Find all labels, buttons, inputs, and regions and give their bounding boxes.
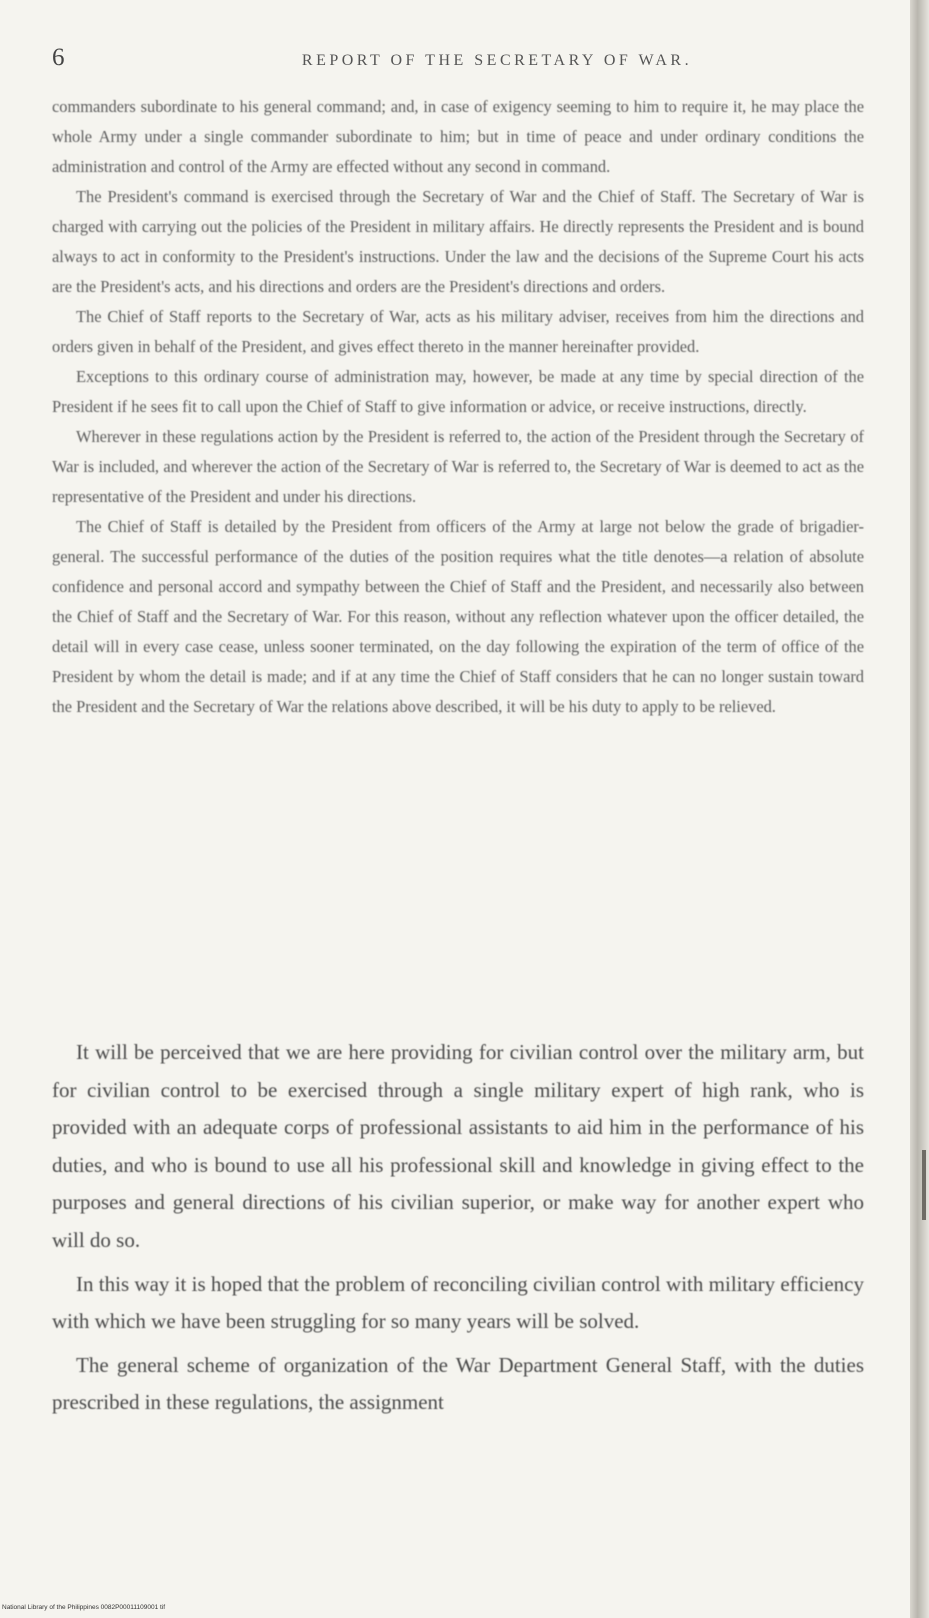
quoted-regulations xyxy=(52,92,864,722)
quoted-paragraph: The Chief of Staff reports to the Secretary of War, acts as his military adviser, receives from him the directions and orders given in behalf of the President, and gives effect thereto in the manner hereinafter provided. xyxy=(52,307,864,356)
page-header xyxy=(52,44,862,76)
running-title: REPORT OF THE SECRETARY OF WAR. xyxy=(301,52,693,69)
quoted-paragraph: commanders subordinate to his general command; and, in case of exigency seeming to him to require it, he may place the whole Army under a single commander subordinate to him; but in time of peace and under ordinary conditions the administration and control of the Army are effected without any second in command. xyxy=(52,97,864,176)
body-paragraph: It will be perceived that we are here providing for civilian control over the military arm, but for civilian control to be exercised through a single military expert of high rank, who is provided with an adequate corps of professional assistants to aid him in the performance of his duties, and who is bound to use all his professional skill and knowledge in giving effect to the purposes and general directions of his civilian superior, or make way for another expert who will do so. xyxy=(52,1040,864,1252)
quoted-paragraph: Wherever in these regulations action by the President is referred to, the action of the President through the Secretary of War is included, and wherever the action of the Secretary of War is referred to, the Secretary of War is deemed to act as the representative of the President and under his directions. xyxy=(52,427,864,506)
scan-footer: National Library of the Philippines 0082P00011109001 tif xyxy=(2,1604,166,1611)
page-edge xyxy=(910,0,929,1618)
body-paragraph: In this way it is hoped that the problem of reconciling civilian control with military efficiency with which we have been struggling for so many years will be solved. xyxy=(52,1271,864,1334)
quoted-paragraph: The Chief of Staff is detailed by the President from officers of the Army at large not below the grade of brigadier-general. The successful performance of the duties of the position requires what the title denotes—a relation of absolute confidence and personal accord and sympathy between the Chief of Staff and the President, and necessarily also between the Chief of Staff and the Secretary of War. For this reason, without any reflection whatever upon the officer detailed, the detail will in every case cease, unless sooner terminated, on the day following the expiration of the term of office of the President by whom the detail is made; and if at any time the Chief of Staff considers that he can no longer sustain toward the President and the Secretary of War the relations above described, it will be his duty to apply to be relieved. xyxy=(52,517,864,716)
body-paragraph: The general scheme of organization of the War Department General Staff, with the duties prescribed in these regulations, the assignment xyxy=(52,1352,864,1415)
body-text xyxy=(52,1034,864,1428)
page-number: 6 xyxy=(52,44,65,71)
quoted-paragraph: The President's command is exercised through the Secretary of War and the Chief of Staff. The Secretary of War is charged with carrying out the policies of the President in military affairs. He directly represents the President and is bound always to act in conformity to the President's instructions. Under the law and the decisions of the Supreme Court his acts are the President's acts, and his directions and orders are the President's directions and orders. xyxy=(52,187,864,296)
binding-mark xyxy=(922,1150,926,1220)
quoted-paragraph: Exceptions to this ordinary course of administration may, however, be made at any time by special direction of the President if he sees fit to call upon the Chief of Staff to give information or advice, or receive instructions, directly. xyxy=(52,367,864,416)
